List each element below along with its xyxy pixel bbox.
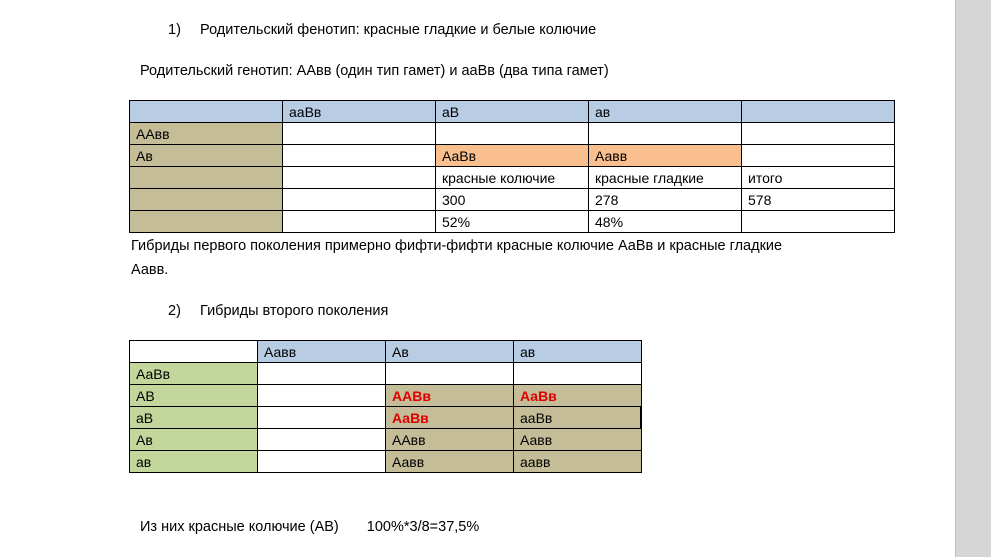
table1-cell <box>436 123 589 145</box>
table2-header-cell: ав <box>514 341 642 363</box>
table2-cell-highlighted: ААВв <box>386 385 514 407</box>
table2-row-label: Ав <box>130 429 258 451</box>
table2-row <box>130 363 642 385</box>
table2-cell <box>514 363 642 385</box>
table1-row-label <box>130 211 283 233</box>
table1-row-label <box>130 189 283 211</box>
table1-cell <box>589 123 742 145</box>
section2-number: 2) <box>168 303 181 319</box>
table2-row <box>130 385 642 407</box>
table1-cell: 300 <box>436 189 589 211</box>
table1-cell <box>283 145 436 167</box>
table1-header-row <box>130 101 895 123</box>
table2-header-cell <box>130 341 258 363</box>
table1-row <box>130 145 895 167</box>
table1-cell <box>283 211 436 233</box>
table2-row-label: АВ <box>130 385 258 407</box>
table2-cell: аавв <box>514 451 642 473</box>
table1-cell: красные колючие <box>436 167 589 189</box>
table2-header-cell: Ав <box>386 341 514 363</box>
table1-row-label: Ав <box>130 145 283 167</box>
table2-row <box>130 429 642 451</box>
table2-header-cell: Аавв <box>258 341 386 363</box>
section1-heading-text: Родительский фенотип: красные гладкие и белые колючие <box>200 22 597 38</box>
table2-cell: ааВв <box>514 407 642 429</box>
punnett-table-2 <box>129 340 642 473</box>
table2-cell-highlighted: АаВв <box>514 385 642 407</box>
table1-cell: красные гладкие <box>589 167 742 189</box>
window-gutter <box>955 0 991 557</box>
punnett-table-1 <box>129 100 895 233</box>
table1-header-cell <box>130 101 283 123</box>
table1-row <box>130 211 895 233</box>
text-cursor <box>640 406 642 428</box>
table1-cell <box>742 211 895 233</box>
table2-cell: Аавв <box>386 451 514 473</box>
table2-cell-highlighted: АаВв <box>386 407 514 429</box>
table1-cell: АаВв <box>436 145 589 167</box>
genotype-line: Родительский генотип: ААвв (один тип гамет) и ааВв (два типа гамет) <box>140 63 609 79</box>
table2-row <box>130 451 642 473</box>
table2-row-label: ав <box>130 451 258 473</box>
table1-row <box>130 167 895 189</box>
table1-cell <box>283 167 436 189</box>
table2-row-label: АаВв <box>130 363 258 385</box>
table1-row-label <box>130 167 283 189</box>
table2-cell: Аавв <box>514 429 642 451</box>
table2-cell: ААвв <box>386 429 514 451</box>
table1-row <box>130 189 895 211</box>
result-label: Из них красные колючие (АВ) <box>140 519 339 535</box>
table1-cell: 48% <box>589 211 742 233</box>
table1-cell: итого <box>742 167 895 189</box>
result-line <box>140 517 479 537</box>
table1-header-cell: ав <box>589 101 742 123</box>
table1-cell: Аавв <box>589 145 742 167</box>
table2-cell <box>258 407 386 429</box>
conclusion-line-1: Гибриды первого поколения примерно фифти-фифти красные колючие АаВв и красные гладкие <box>131 238 783 254</box>
table1-cell <box>283 189 436 211</box>
conclusion-line-2: Аавв. <box>131 262 169 278</box>
table1-cell <box>742 145 895 167</box>
table2-row-label: аВ <box>130 407 258 429</box>
section2-heading-text: Гибриды второго поколения <box>200 303 389 319</box>
table2-row <box>130 407 642 429</box>
table1-cell: 52% <box>436 211 589 233</box>
table1-cell: 578 <box>742 189 895 211</box>
table1-header-cell <box>742 101 895 123</box>
table2-cell <box>258 363 386 385</box>
result-formula: 100%*3/8=37,5% <box>366 519 480 535</box>
table2-cell <box>386 363 514 385</box>
section1-number: 1) <box>168 22 181 38</box>
table1-cell <box>742 123 895 145</box>
table2-header-row <box>130 341 642 363</box>
table1-cell: 278 <box>589 189 742 211</box>
table1-header-cell: аВ <box>436 101 589 123</box>
table1-header-cell: ааВв <box>283 101 436 123</box>
section1-heading <box>168 20 596 40</box>
table2-cell <box>258 451 386 473</box>
table1-row-label: ААвв <box>130 123 283 145</box>
table2-cell <box>258 385 386 407</box>
section2-heading <box>168 301 388 321</box>
table2-cell <box>258 429 386 451</box>
table1-cell <box>283 123 436 145</box>
table1-row <box>130 123 895 145</box>
